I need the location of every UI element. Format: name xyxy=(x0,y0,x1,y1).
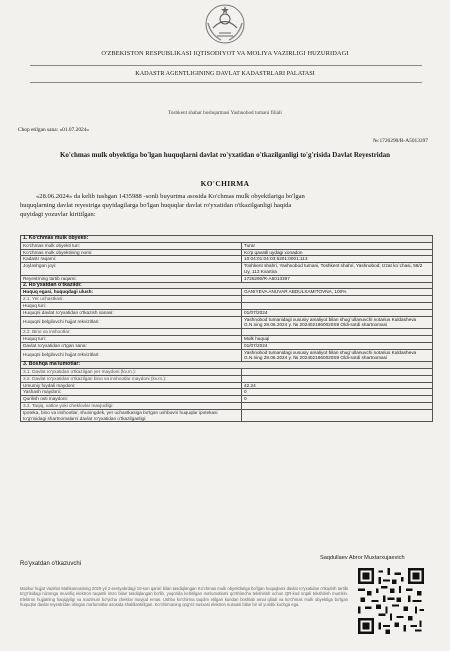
table-row xyxy=(21,368,433,375)
field-label: 3.3. Taqiq, xatlov yoki cheklovlar mavjudligi: xyxy=(21,402,242,409)
table-row xyxy=(21,302,433,309)
field-label: 2.2. Bino va inshootlar: xyxy=(21,329,242,336)
table-row xyxy=(21,256,433,263)
field-label: Yashash maydoni: xyxy=(21,389,242,396)
field-label: Umumiy foydali maydoni: xyxy=(21,382,242,389)
table-row xyxy=(21,389,433,396)
field-value: GANIYEVA ANUVAR ABDULXAMITOVNA, 100% xyxy=(242,289,433,296)
field-value: 1726290/R-A5013397 xyxy=(242,275,433,282)
field-label: Davlat ro'yxatidan o'tgan sana: xyxy=(21,342,242,349)
registrar-label: Ro'yxatdan o'tkazuvchi xyxy=(20,561,81,567)
table-row xyxy=(21,402,433,409)
header-divider-2 xyxy=(30,82,422,83)
field-label: Huquq turi: xyxy=(21,302,242,309)
table-row xyxy=(21,242,433,249)
field-value: 0 xyxy=(242,389,433,396)
field-label: Huquq egasi, huquqdagi ulush: xyxy=(21,289,242,296)
field-label: Kadastr raqami: xyxy=(21,256,242,263)
table-row xyxy=(21,329,433,336)
qr-code-icon xyxy=(358,568,424,634)
section-title: 1. Ko'chmas mulk obyekti: xyxy=(21,236,433,243)
intro-paragraph xyxy=(20,193,432,219)
table-row xyxy=(21,409,433,422)
field-value xyxy=(242,296,433,303)
state-emblem-icon xyxy=(203,3,247,45)
section-header xyxy=(21,282,433,289)
table-row xyxy=(21,296,433,303)
intro-line: quyidagi yozuvlar kiritilgan: xyxy=(20,210,96,218)
registry-table xyxy=(20,235,433,422)
section-title: 2. Ro'yxatdan o'tkazildi: xyxy=(21,282,433,289)
table-row xyxy=(21,316,433,329)
field-label: Ipoteka, bino va inshootlar, shuningdek, yer uchastkasiga bo'lgan ushbuvni huquqlar ipotekasi to'g'risidagi shartnomalarni davlat ro'yxatidan o'tkazilganligi: xyxy=(21,409,242,422)
table-row xyxy=(21,263,433,276)
section-header xyxy=(21,362,433,369)
field-label: Huquqni belgilovchi hujjat rekvizitlari: xyxy=(21,316,242,329)
document-number: №:1726290/R-A5013397 xyxy=(372,138,428,144)
field-value: Turar xyxy=(242,242,433,249)
table-row xyxy=(21,396,433,403)
footer-note: Mazkur hujjat Vazirlar Mahkamasining 2020-yil 2-sentyabrdagi 10-son qarori bilan tasdiqlangan Ko'chmas mulk obyektlariga bo'lgan huquqlarni davlat ro'yxatidan o'tkazish tartibi to'g'risidagi nizomga muvofiq elektron raqamli imzo bilan tasdiqlangan bo'lib, yuqorida keltirilgan ma'lumotlarni qo'shimcha tekshirish uchun QR-kod orqali tekshirish mumkin. Elektron hujjatning haqiqiyligi va mazmuni bo'yicha cheklov mavjud emas. Ushbu ko'chirma taqdim etilgan kundan boshlab amal qiladi va ko'chmas mulk obyektiga bo'lgan huquqlar davlat reyestridan olingan ma'lumotlar asosida shakllantirilgan. Ko'chirmaning qog'oz nusxasi elektron nusxasi bilan bir xil yuridik kuchga ega. xyxy=(20,586,348,608)
field-value: 01/07/2024 xyxy=(242,342,433,349)
field-label: Ko'chmas mulk obyektining nomi: xyxy=(21,249,242,256)
section-header xyxy=(21,236,433,243)
field-value xyxy=(242,368,433,375)
field-label: Joylashgan joyi: xyxy=(21,263,242,276)
table-row xyxy=(21,375,433,382)
field-value: 10:04:01:04:03:5201:0001:113 xyxy=(242,256,433,263)
document-type: KO'CHIRMA xyxy=(200,179,250,188)
header-divider xyxy=(30,65,422,66)
table-row xyxy=(21,349,433,362)
branch-name: Toshkent shahar boshqarmasi Yashnobod tumani filiali xyxy=(168,110,282,116)
field-value: 42.24 xyxy=(242,382,433,389)
field-value: 01/07/2024 xyxy=(242,309,433,316)
table-row xyxy=(21,275,433,282)
field-value xyxy=(242,375,433,382)
table-row xyxy=(21,335,433,342)
field-value xyxy=(242,409,433,422)
field-value: Ko'p qavatli uydagi xonadon xyxy=(242,249,433,256)
intro-line: «28.06.2024» da kelib tushgan 1435988 -sonli buyurtma asosida Ko'chmas mulk obyektlariga bo'lgan xyxy=(36,193,305,200)
field-value xyxy=(242,329,433,336)
field-label: Ko'chmas mulk obyekti turi: xyxy=(21,242,242,249)
field-value: Yashnobod tumanidagi xususiy amaliyot bilan shug`ullanuvchi notarius Kuldasheva G.N.ning 28.06.2024 y. № 2024021860020S9 Oldi-sotdi shartnomasi xyxy=(242,316,433,329)
field-value: Mulk huquqi xyxy=(242,335,433,342)
table-row xyxy=(21,382,433,389)
document-title: Ko'chmas mulk obyektiga bo'lgan huquqlarni davlat ro'yxatidan o'tkazilganligi to'g'risida Davlat Reyestridan xyxy=(59,151,391,159)
field-label: Huquqni davlat ro'yxatidan o'tkazish sanasi: xyxy=(21,309,242,316)
field-value: 0 xyxy=(242,396,433,403)
field-label: 3.2. Davlat ro'yxatidan o'tkazilgan bino va inshootlar maydoni (kv.m.): xyxy=(21,375,242,382)
field-label: Reyestrning tartib raqami: xyxy=(21,275,242,282)
field-label: 2.1. Yer uchastkasi: xyxy=(21,296,242,303)
field-label: 3.1. Davlat ro'yxatidan o'tkazilgan yer maydoni (kv.m.): xyxy=(21,368,242,375)
table-row xyxy=(21,309,433,316)
section-title: 3. Boshqa ma'lumotlar: xyxy=(21,362,433,369)
field-label: Huquqni belgilovchi hujjat rekvizitlari: xyxy=(21,349,242,362)
header-chamber: KADASTR AGENTLIGINING DAVLAT KADASTRLARI PALATASI xyxy=(135,70,315,77)
header-ministry: O'ZBEKISTON RESPUBLIKASI IQTISODIYOT VA MOLIYA VAZIRLIGI HUZURIDAGI xyxy=(101,50,349,57)
intro-line: huquqlarning davlat reyestriga quyidagilarga bo'lgan huquqlar davlat ro'yxatidan o'tkazilganligi haqida xyxy=(20,201,292,209)
registrar-name: Saqdullaev Abror Muxtarxujaevich xyxy=(320,555,405,561)
field-label: Huquq turi: xyxy=(21,335,242,342)
table-row xyxy=(21,289,433,296)
field-value xyxy=(242,302,433,309)
table-row xyxy=(21,249,433,256)
print-date: Chop etilgan sana: «01.07.2024» xyxy=(18,127,90,133)
field-label: Qurilish osti maydoni: xyxy=(21,396,242,403)
table-row xyxy=(21,342,433,349)
field-value: Yashnobod tumanidagi xususiy amaliyot bilan shug`ullanuvchi notarius Kuldasheva G.N.ning 28.06.2024 y. № 2024021860020S9 Oldi-sotdi shartnomasi xyxy=(242,349,433,362)
field-value: Toshkent shahri, Yashnobod tumani, Toshkent shahri, Yashnobod, Izzat ko`chasi, 58/2 Uy, 113 Kvartira xyxy=(242,263,433,276)
field-value xyxy=(242,402,433,409)
